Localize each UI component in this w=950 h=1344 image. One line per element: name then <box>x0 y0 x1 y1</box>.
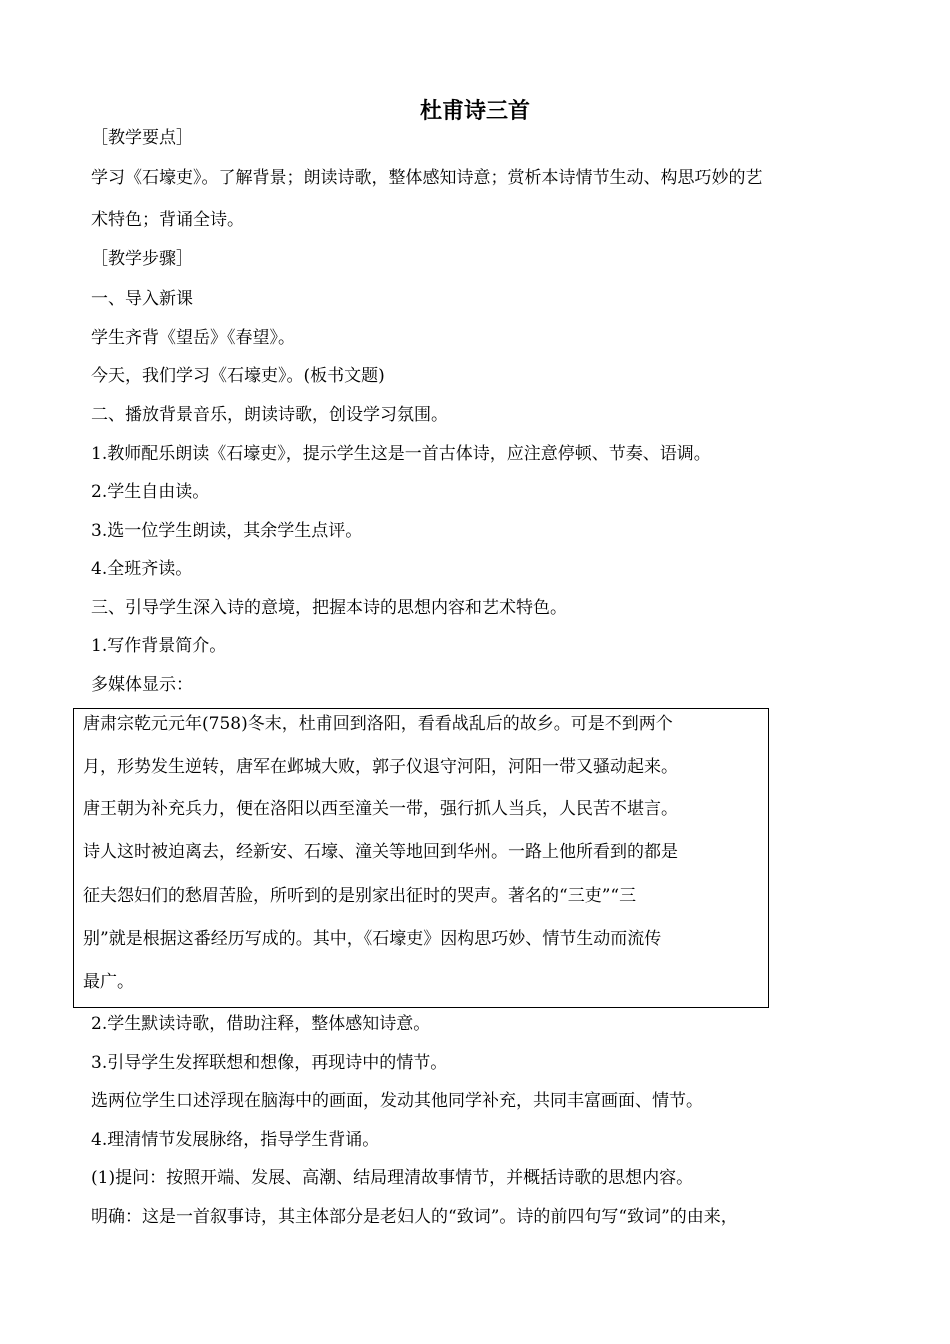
box-line: 征夫怨妇们的愁眉苦脸，所听到的是别家出征时的哭声。著名的“三吏”“三 <box>83 886 637 906</box>
list-item: 4.全班齐读。 <box>91 559 193 579</box>
paragraph-line: 选两位学生口述浮现在脑海中的画面，发动其他同学补充，共同丰富画面、情节。 <box>91 1091 703 1111</box>
list-item: 2.学生默读诗歌，借助注释，整体感知诗意。 <box>91 1014 431 1034</box>
paragraph-line: 多媒体显示： <box>91 675 193 695</box>
paragraph-line: 学生齐背《望岳》《春望》。 <box>91 328 295 348</box>
question-line: (1)提问：按照开端、发展、高潮、结局理清故事情节，并概括诗歌的思想内容。 <box>91 1168 694 1188</box>
step-heading: 三、引导学生深入诗的意境，把握本诗的思想内容和艺术特色。 <box>91 598 567 618</box>
step-heading: 一、导入新课 <box>91 289 193 309</box>
multimedia-text-box <box>73 708 769 1008</box>
section-heading-teaching-steps: ［教学步骤］ <box>91 249 193 269</box>
list-item: 1.教师配乐朗读《石壕吏》，提示学生这是一首古体诗，应注意停顿、节奏、语调。 <box>91 444 711 464</box>
answer-line: 明确：这是一首叙事诗，其主体部分是老妇人的“致词”。诗的前四句写“致词”的由来， <box>91 1207 738 1227</box>
list-item: 2.学生自由读。 <box>91 482 210 502</box>
paragraph-line: 今天，我们学习《石壕吏》。(板书文题) <box>91 366 385 386</box>
step-heading: 二、播放背景音乐，朗读诗歌，创设学习氛围。 <box>91 405 448 425</box>
box-line: 诗人这时被迫离去，经新安、石壕、潼关等地回到华州。一路上他所看到的都是 <box>83 842 678 862</box>
box-line: 别”就是根据这番经历写成的。其中，《石壕吏》因构思巧妙、情节生动而流传 <box>83 929 662 949</box>
list-item: 4.理清情节发展脉络，指导学生背诵。 <box>91 1130 380 1150</box>
paragraph-line: 学习《石壕吏》。了解背景；朗读诗歌，整体感知诗意；赏析本诗情节生动、构思巧妙的艺 <box>91 168 763 188</box>
list-item: 1.写作背景简介。 <box>91 636 227 656</box>
list-item: 3.选一位学生朗读，其余学生点评。 <box>91 521 363 541</box>
paragraph-line: 术特色；背诵全诗。 <box>91 210 244 230</box>
section-heading-teaching-points: ［教学要点］ <box>91 128 193 148</box>
list-item: 3.引导学生发挥联想和想像，再现诗中的情节。 <box>91 1053 448 1073</box>
box-line: 最广。 <box>83 972 134 992</box>
document-title: 杜甫诗三首 <box>419 99 530 124</box>
box-line: 唐王朝为补充兵力，便在洛阳以西至潼关一带，强行抓人当兵，人民苦不堪言。 <box>83 799 678 819</box>
box-line: 唐肃宗乾元元年(758)冬末，杜甫回到洛阳，看看战乱后的故乡。可是不到两个 <box>83 714 673 734</box>
box-line: 月，形势发生逆转，唐军在邺城大败，郭子仪退守河阳，河阳一带又骚动起来。 <box>83 757 678 777</box>
